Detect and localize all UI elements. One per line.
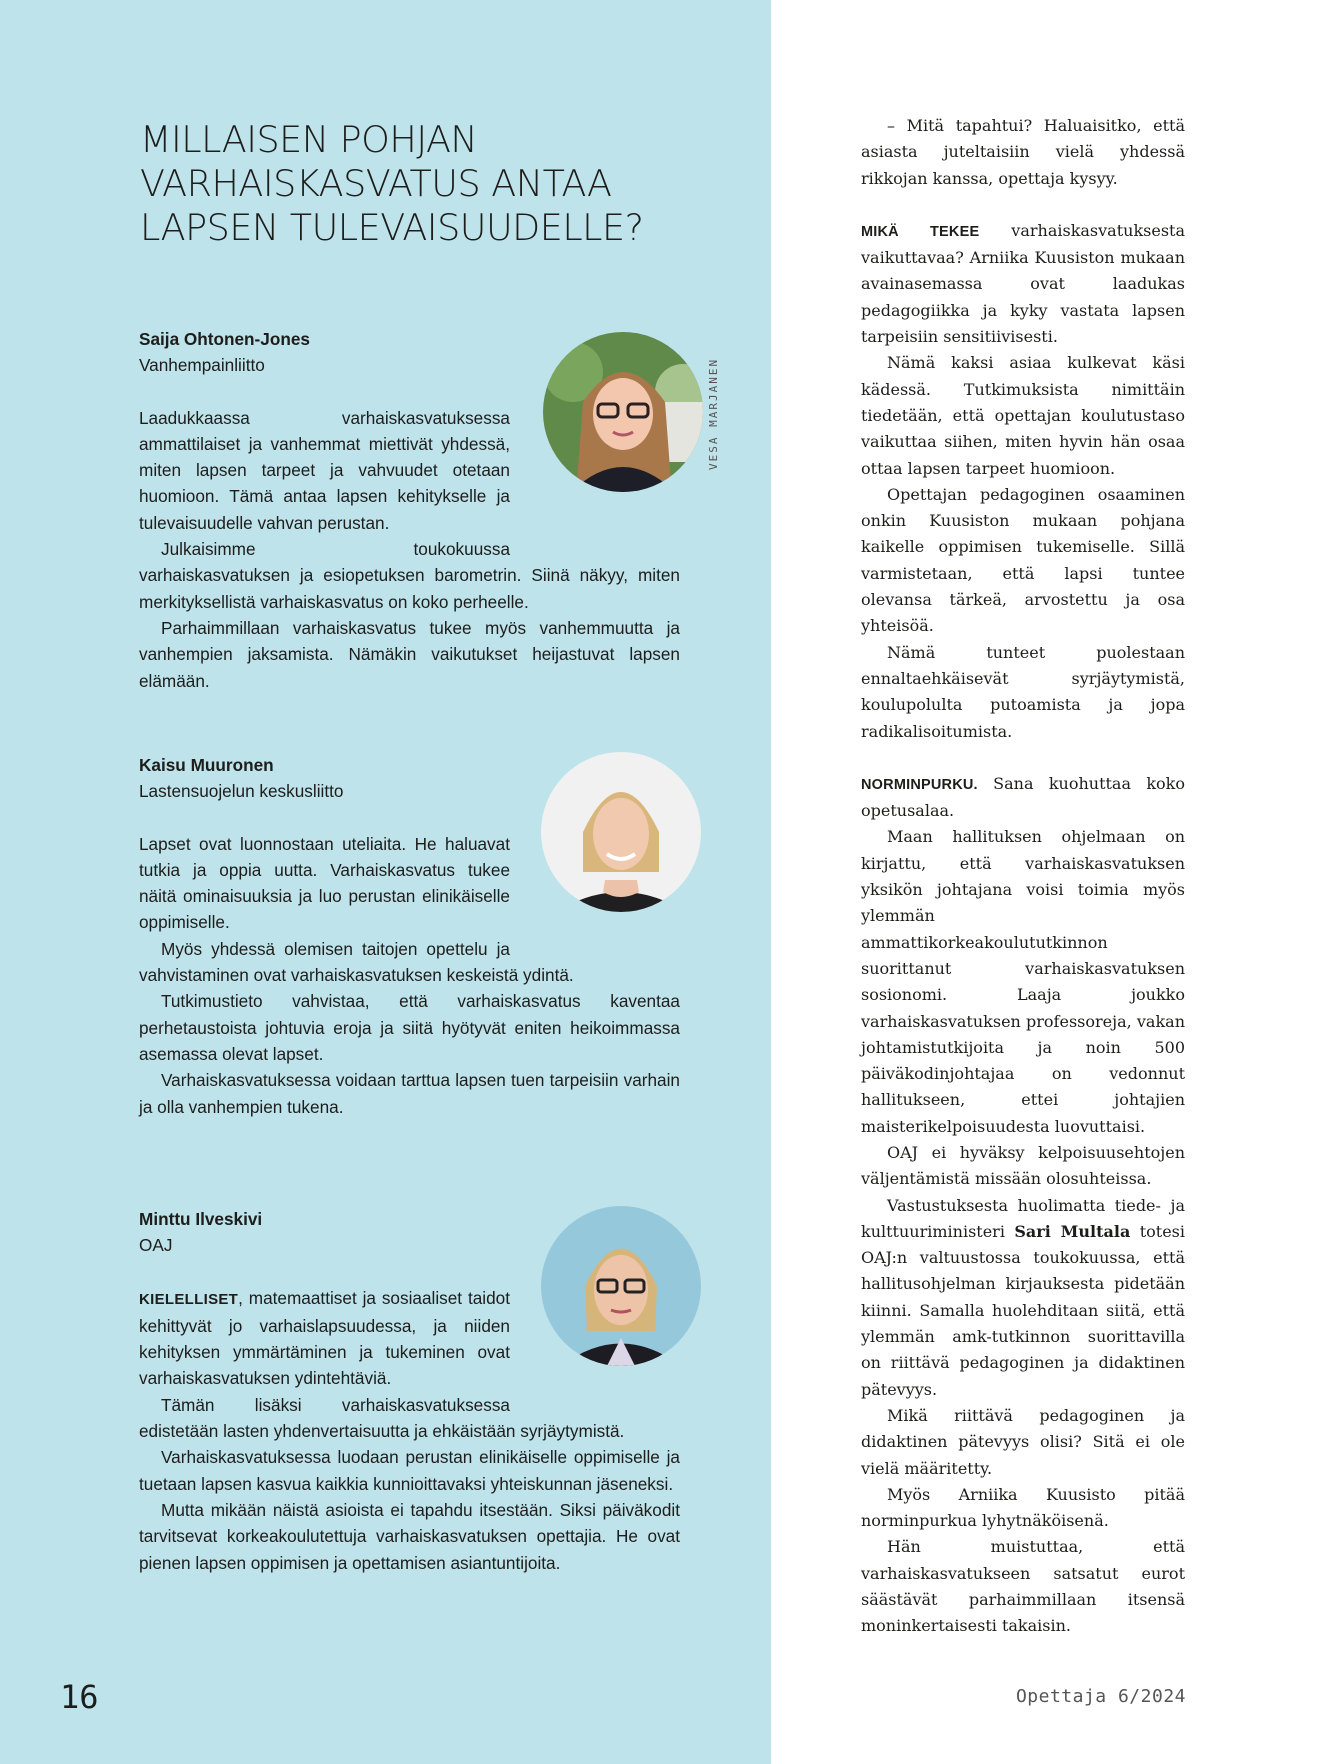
headline-line: VARHAISKASVATUS ANTAA (140, 162, 612, 205)
contributor-paragraph: Mutta mikään näistä asioista ei tapahdu itsestään. Siksi päiväkodit tarvitsevat korkeakoulutettuja varhaiskasvatuksen opettajia. He ovat pienen lapsen oppimisen ja opettamisen asiantuntijoita. (139, 1499, 680, 1573)
contributor-paragraph: Tutkimustieto vahvistaa, että varhaiskasvatus kaventaa perhetaustoista johtuvia eroja ja siitä hyötyvät eniten heikoimmassa asemassa olevat lapset. (139, 991, 680, 1064)
article-paragraph: Opettajan pedagoginen osaaminen onkin Kuusiston mukaan pohjana kaikelle oppimisen tukemiselle. Sillä varmistetaan, että lapsi tuntee olevansa tärkeä, arvostettu ja osa yhteisöä. (861, 484, 1185, 636)
page-number: 16 (60, 1678, 99, 1716)
paragraph-text: Sana kuohuttaa koko opetusalaa. (861, 773, 1185, 821)
contributor-saija (139, 326, 680, 694)
contributor-paragraph: Myös yhdessä olemisen taitojen opettelu ja vahvistaminen ovat varhaiskasvatuksen keskeistä ydintä. (139, 938, 574, 986)
article-paragraph (861, 218, 1185, 350)
article-paragraph: OAJ ei hyväksy kelpoisuusehtojen väljentämistä missään olosuhteissa. (861, 1142, 1185, 1189)
photo-credit: VESA MARJANEN (707, 357, 720, 470)
lead-word: KIELELLISET (139, 1290, 239, 1308)
contributor-paragraph: Laadukkaassa varhaiskasvatuksessa ammattilaiset ja vanhemmat miettivät yhdessä, miten lapsen tarpeet ja vahvuudet otetaan huomioon. Tämä antaa lapsen kehitykselle ja tulevaisuudelle vahvan perustan. (139, 407, 510, 533)
contributor-paragraph: Julkaisimme toukokuussa varhaiskasvatuksen ja esiopetuksen barometrin. Siinä näkyy, miten merkityksellistä varhaiskasvatus on koko perheelle. (139, 539, 680, 612)
paragraph-text: Vastustuksesta huolimatta tiede- ja kulttuuriministeri (861, 1195, 1185, 1241)
contributor-paragraph: Tämän lisäksi varhaiskasvatuksessa edistetään lasten yhdenvertaisuutta ja ehkäistään syrjäytymistä. (139, 1394, 625, 1442)
portrait-spacer (510, 405, 680, 555)
contributor-organization: Vanhempainliitto (139, 355, 265, 376)
contributor-paragraph: Varhaiskasvatuksessa luodaan perustan elinikäiselle oppimiselle ja tuetaan lapsen kasvua kaikkia kunnioittavaksi yhteiskunnan jäseneksi. (139, 1447, 680, 1494)
headline-line: MILLAISEN POHJAN (140, 118, 478, 161)
paragraph-text: varhaiskasvatuksesta vaikuttavaa? Arniika Kuusiston mukaan avainasemassa ovat laadukas pedagogiikka ja kyky vastata lapsen tarpeisiin sensitiivisesti. (861, 220, 1185, 347)
article-column (861, 113, 1185, 1640)
paragraph-text: totesi OAJ:n valtuustossa toukokuussa, että hallitusohjelman kirjauksesta pidetään kiinni. Samalla huolehditaan siitä, että ylemmän amk-tutkinnon suorittavilla on riittävä pedagoginen ja didaktinen pätevyys. (861, 1221, 1186, 1399)
contributor-paragraph: Lapset ovat luonnostaan uteliaita. He haluavat tutkia ja oppia uutta. Varhaiskasvatus tukee näitä ominaisuuksia ja luo perustan elinikäiselle oppimiselle. (139, 833, 510, 933)
contributor-name: Kaisu Muuronen (139, 755, 274, 775)
article-paragraph: Myös Arniika Kuusisto pitää norminpurkua lyhytnäköisenä. (861, 1484, 1185, 1531)
article-paragraph: Mikä riittävä pedagoginen ja didaktinen pätevyys olisi? Sitä ei ole vielä määritetty. (861, 1405, 1185, 1478)
paragraph-text: , matemaattiset ja sosiaaliset taidot kehittyvät jo varhaislapsuudessa, ja niiden kehityksen ymmärtäminen ja tukeminen ovat varhaiskasvatuksen ydintehtäviä. (139, 1287, 510, 1389)
article-paragraph: Nämä tunteet puolestaan ennaltaehkäisevät syrjäytymistä, koulupolulta putoamista ja jopa radikalisoitumista. (861, 642, 1185, 741)
contributor-organization: OAJ (139, 1235, 173, 1256)
page-headline (140, 118, 700, 250)
contributor-name: Minttu Ilveskivi (139, 1209, 263, 1229)
person-name: Sari Multala (1014, 1221, 1131, 1241)
magazine-issue: Opettaja 6/2024 (1015, 1686, 1186, 1707)
article-paragraph: Maan hallituksen ohjelmaan on kirjattu, että varhaiskasvatuksen yksikön johtajana voisi toimia myös ylemmän ammattikorkeakoulututkinnon suorittanut varhaiskasvatuksen sosionomi. Laaja joukko varhaiskasvatuksen professoreja, vakan johtamistutkijoita ja noin 500 päiväkodinjohtajaa on vedonnut hallitukseen, ettei johtajien maisterikelpoisuudesta luovuttaisi. (861, 827, 1185, 1136)
section-lead: MIKÄ TEKEE (861, 223, 980, 240)
section-lead: NORMINPURKU. (861, 776, 978, 793)
contributor-organization: Lastensuojelun keskusliitto (139, 781, 344, 802)
contributor-kaisu (139, 752, 680, 1120)
article-quote: – Mitä tapahtui? Haluaisitko, että asiasta juteltaisiin vielä yhdessä rikkojan kanssa, opettaja kysyy. (861, 116, 1185, 188)
article-paragraph: Nämä kaksi asiaa kulkevat käsi kädessä. Tutkimuksista nimittäin tiedetään, että opettajan koulutustaso vaikuttaa siihen, miten hyvin hän osaa ottaa lapsen tarpeet huomioon. (861, 353, 1185, 478)
contributor-paragraph: Parhaimmillaan varhaiskasvatus tukee myös vanhemmuutta ja vanhempien jaksamista. Nämäkin vaikutukset heijastuvat lapsen elämään. (139, 617, 680, 691)
article-paragraph: Hän muistuttaa, että varhaiskasvatukseen satsatut eurot säästävät parhaimmillaan itsensä moninkertaisesti takaisin. (861, 1537, 1185, 1636)
article-paragraph (861, 1193, 1185, 1403)
portrait-spacer (510, 1285, 680, 1410)
contributor-paragraph: Varhaiskasvatuksessa voidaan tarttua lapsen tuen tarpeisiin varhain ja olla vanhempien tukena. (139, 1070, 680, 1117)
contributor-minttu (139, 1206, 680, 1576)
headline-line: LAPSEN TULEVAISUUDELLE? (140, 206, 644, 249)
portrait-spacer (510, 831, 680, 961)
contributor-name: Saija Ohtonen-Jones (139, 329, 310, 349)
article-paragraph (861, 771, 1185, 825)
